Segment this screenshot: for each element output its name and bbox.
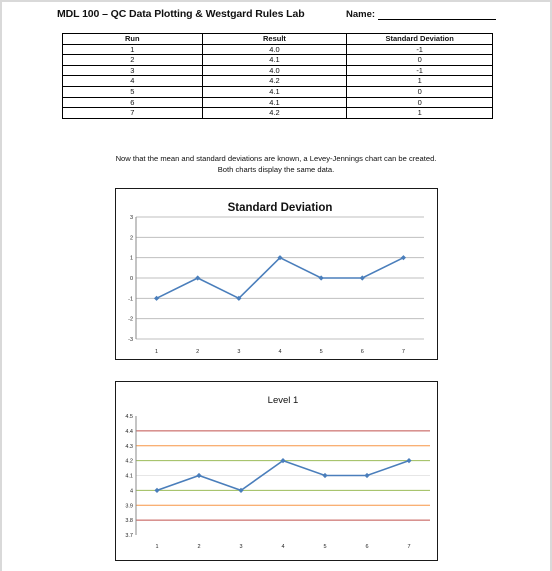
- data-point: [319, 275, 324, 280]
- data-point: [401, 255, 406, 260]
- x-tick-label: 3: [237, 349, 241, 355]
- results-table: [62, 33, 493, 119]
- cell-result: 4.2: [202, 76, 347, 87]
- cell-run: 2: [63, 55, 203, 66]
- cell-run: 7: [63, 108, 203, 119]
- cell-run: 6: [63, 97, 203, 108]
- sd-chart-svg: [116, 189, 437, 359]
- y-tick-label: 3: [129, 215, 133, 221]
- x-tick-label: 7: [401, 349, 405, 355]
- data-point: [364, 473, 369, 478]
- y-tick-label: 2: [129, 235, 133, 242]
- y-tick-label: 3.7: [125, 533, 133, 539]
- x-tick-label: 5: [319, 349, 323, 355]
- column-header-run: Run: [63, 34, 203, 45]
- y-tick-label: 4: [129, 488, 133, 495]
- y-tick-label: -3: [128, 337, 133, 343]
- data-point: [360, 275, 365, 280]
- cell-run: 3: [63, 65, 203, 76]
- intro-text-line-1: Now that the mean and standard deviations are known, a Levey-Jennings chart can be created.: [115, 154, 437, 163]
- table-row: [63, 55, 493, 66]
- cell-run: 4: [63, 76, 203, 87]
- page-border-top: [0, 0, 552, 2]
- x-tick-label: 4: [278, 349, 282, 355]
- y-tick-label: 4.5: [125, 414, 133, 420]
- cell-sd: 1: [347, 108, 493, 119]
- cell-result: 4.0: [202, 65, 347, 76]
- table-row: [63, 65, 493, 76]
- column-header-sd: Standard Deviation: [347, 34, 493, 45]
- y-tick-label: -1: [128, 296, 133, 303]
- x-tick-label: 2: [196, 349, 200, 355]
- x-tick-label: 2: [197, 544, 201, 550]
- cell-run: 1: [63, 44, 203, 55]
- x-tick-label: 3: [239, 544, 243, 550]
- cell-sd: 0: [347, 97, 493, 108]
- data-point: [406, 458, 411, 463]
- y-tick-label: 3.9: [125, 503, 133, 510]
- table-row: [63, 44, 493, 55]
- y-tick-label: 3.8: [125, 518, 133, 525]
- x-tick-label: 1: [155, 544, 159, 550]
- name-blank-line: [378, 19, 496, 20]
- data-point: [322, 473, 327, 478]
- x-tick-label: 7: [407, 544, 411, 550]
- page-border-left: [0, 0, 2, 571]
- table-header-row: [63, 34, 493, 45]
- intro-text-line-2: Both charts display the same data.: [217, 165, 335, 174]
- chart-title: Standard Deviation: [227, 202, 333, 214]
- x-tick-label: 1: [155, 349, 159, 355]
- y-tick-label: 0: [129, 276, 133, 282]
- x-tick-label: 6: [365, 544, 369, 550]
- y-tick-label: 4.4: [125, 428, 133, 435]
- x-tick-label: 4: [281, 544, 285, 550]
- y-tick-label: 4.1: [125, 473, 133, 480]
- x-tick-label: 5: [323, 544, 327, 550]
- cell-run: 5: [63, 86, 203, 97]
- cell-result: 4.2: [202, 108, 347, 119]
- y-tick-label: 1: [129, 255, 133, 262]
- cell-sd: 0: [347, 86, 493, 97]
- cell-sd: -1: [347, 44, 493, 55]
- cell-result: 4.1: [202, 97, 347, 108]
- sd-chart: [115, 188, 438, 360]
- table-row: [63, 76, 493, 87]
- data-point: [154, 488, 159, 493]
- y-tick-label: 4.2: [125, 458, 133, 465]
- data-point: [154, 296, 159, 301]
- page-title: MDL 100 – QC Data Plotting & Westgard Rules Lab: [57, 8, 305, 20]
- data-point: [195, 275, 200, 280]
- data-point: [196, 473, 201, 478]
- table-row: [63, 97, 493, 108]
- level1-chart-svg: [116, 382, 437, 560]
- column-header-result: Result: [202, 34, 347, 45]
- cell-sd: -1: [347, 65, 493, 76]
- cell-result: 4.1: [202, 86, 347, 97]
- cell-sd: 0: [347, 55, 493, 66]
- y-tick-label: 4.3: [125, 443, 133, 450]
- cell-result: 4.0: [202, 44, 347, 55]
- cell-sd: 1: [347, 76, 493, 87]
- table-row: [63, 86, 493, 97]
- chart-title: Level 1: [267, 395, 299, 406]
- y-tick-label: -2: [128, 316, 133, 323]
- x-tick-label: 6: [360, 349, 364, 355]
- name-label: Name:: [346, 9, 376, 20]
- table-row: [63, 108, 493, 119]
- level1-chart: [115, 381, 438, 561]
- cell-result: 4.1: [202, 55, 347, 66]
